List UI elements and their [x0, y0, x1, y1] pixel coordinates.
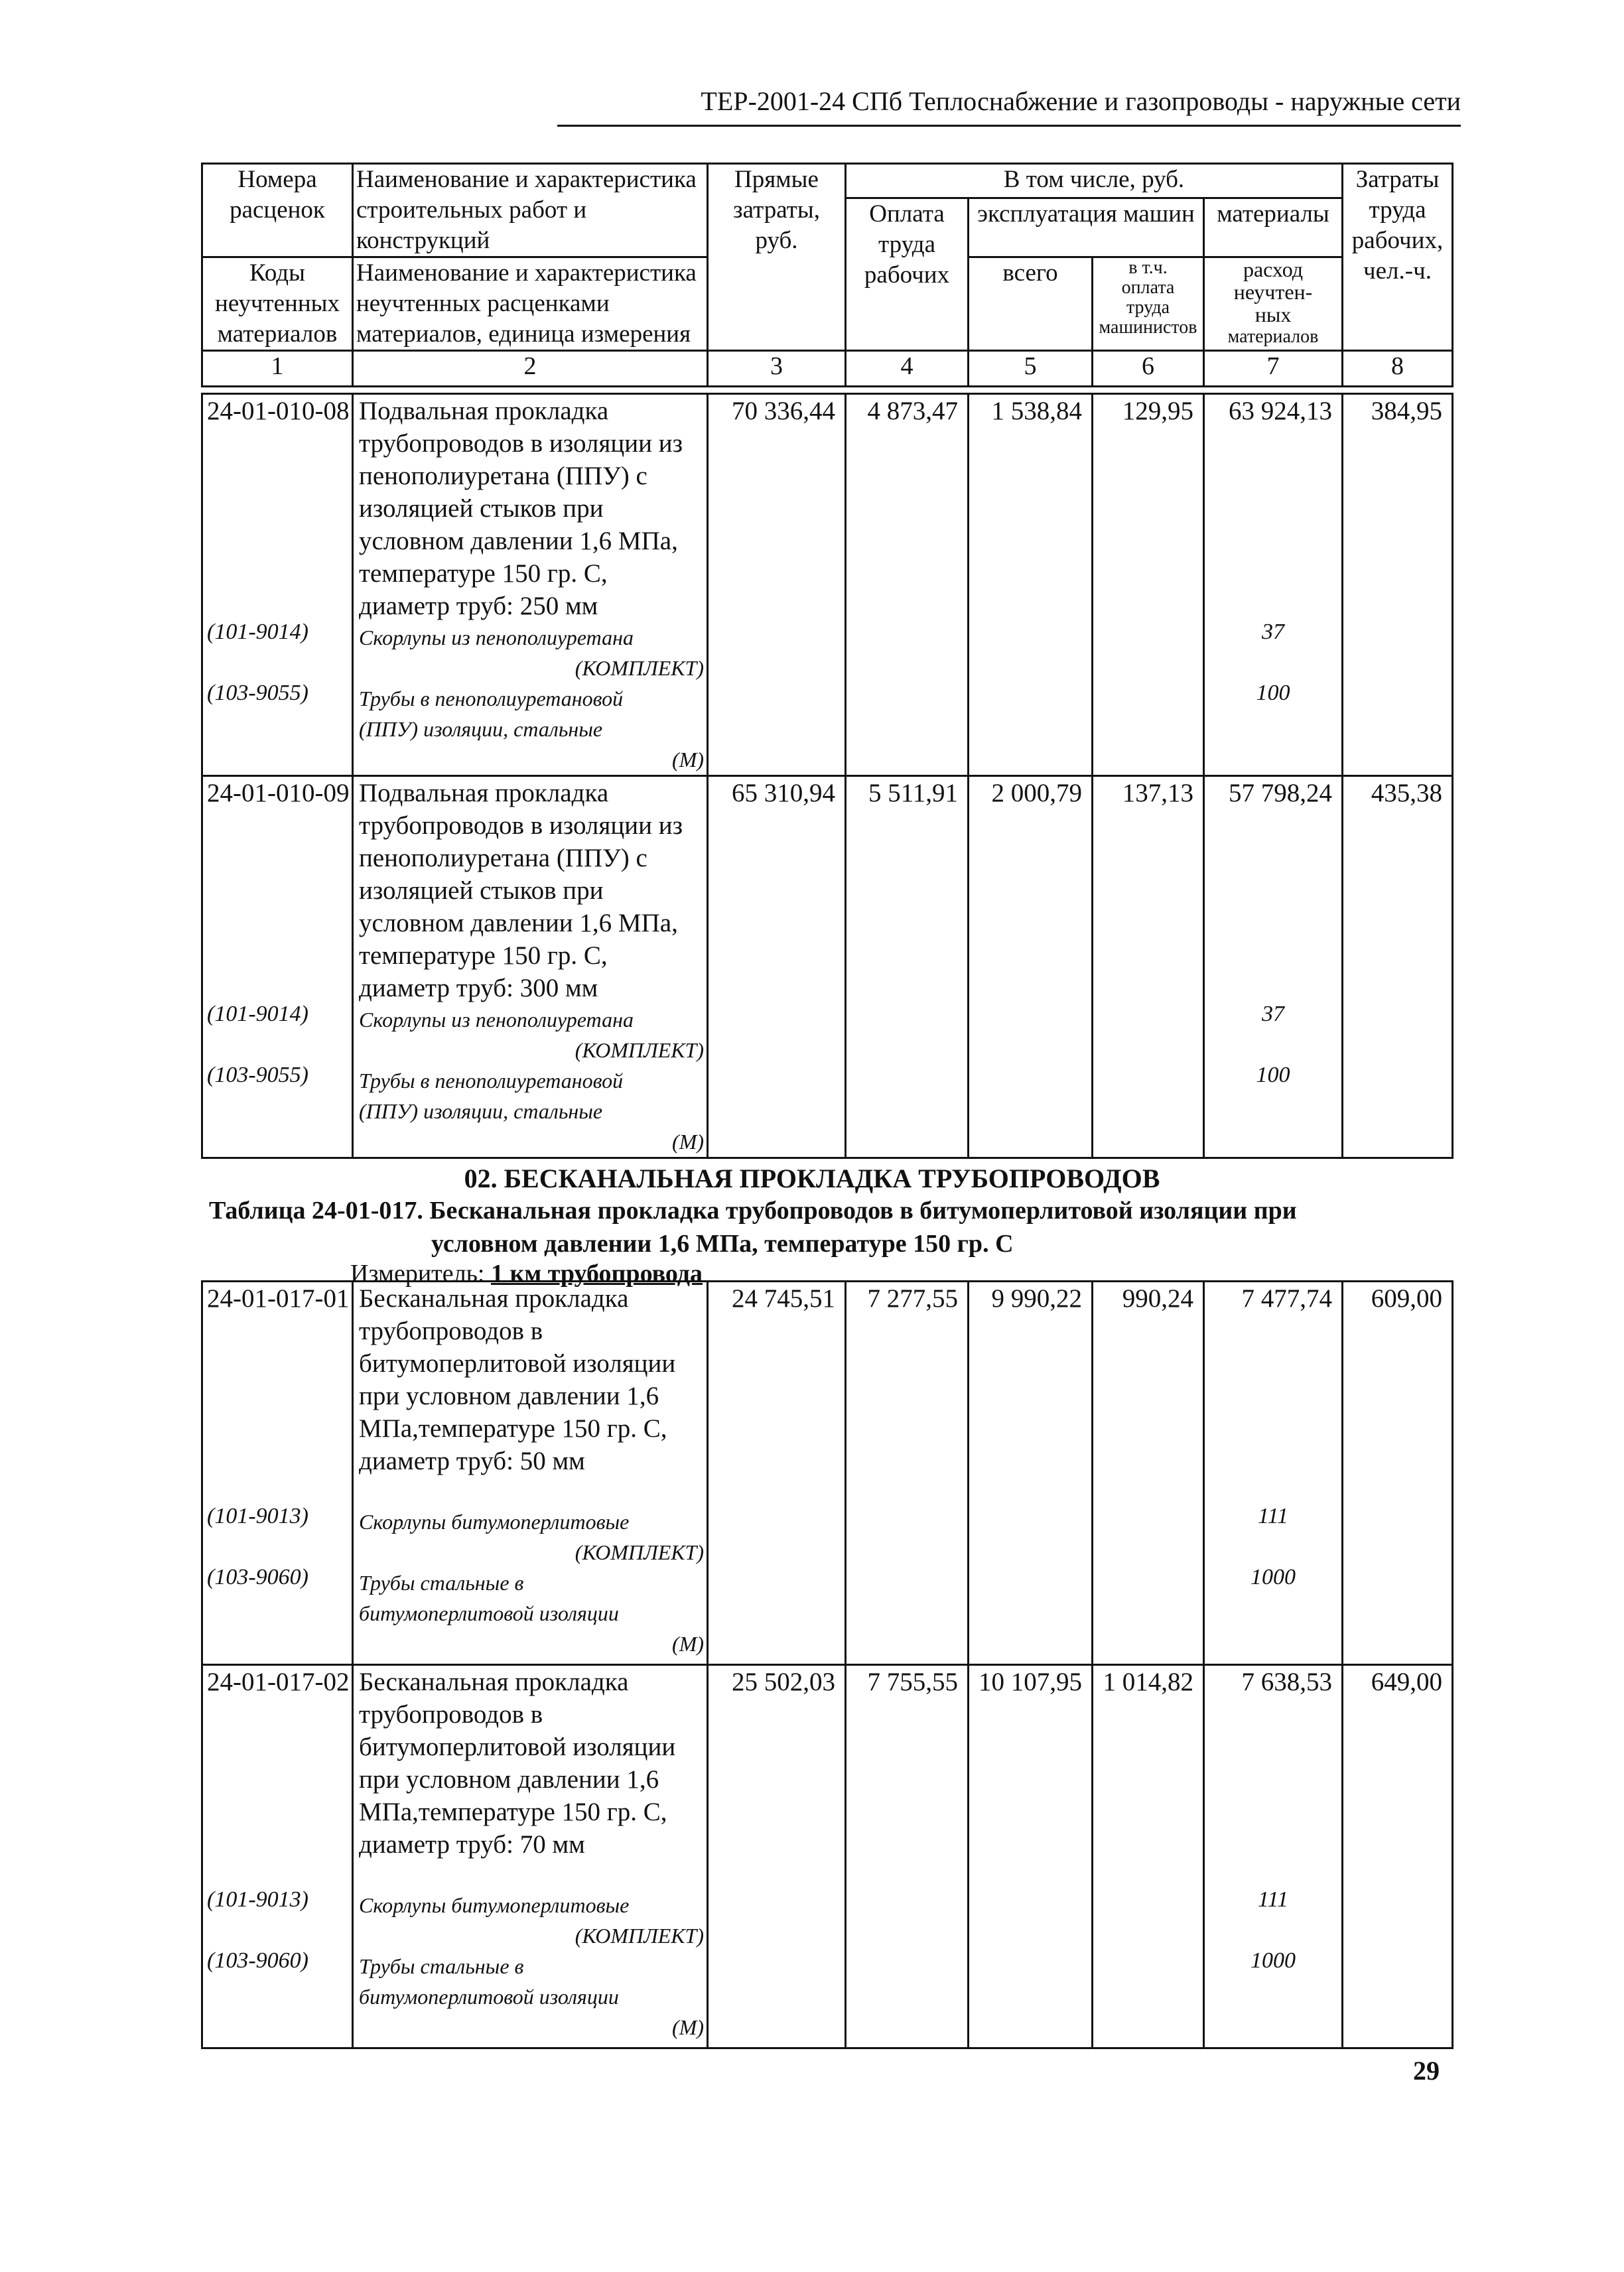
- value-materials: 57 798,24: [1229, 779, 1332, 807]
- header-work-name: Наименование и характеристика строительных работ и конструкций: [353, 164, 708, 257]
- material-name: битумоперлитовой изоляции: [359, 1985, 619, 2009]
- rate-name-line: Подвальная прокладка: [359, 397, 609, 425]
- value-mach: 10 107,95: [969, 1665, 1093, 2048]
- rate-row: [202, 1282, 1453, 1665]
- value-materials: 63 924,13: [1229, 397, 1332, 425]
- material-quantity: 100: [1256, 1063, 1290, 1087]
- header-num-1: 1: [202, 351, 353, 387]
- material-code: (101-9013): [207, 1504, 308, 1528]
- rate-code-cell: [202, 394, 353, 776]
- value-labor: 7 755,55: [846, 1665, 969, 2048]
- rate-name-cell: [353, 1665, 708, 2048]
- rate-code: 24-01-010-09: [207, 779, 350, 807]
- rate-code-cell: [202, 776, 353, 1158]
- value-direct: 65 310,94: [708, 776, 846, 1158]
- material-quantity: 37: [1262, 1002, 1284, 1026]
- value-mach-labor: 990,24: [1093, 1282, 1204, 1665]
- material-name: Трубы в пенополиуретановой: [359, 687, 624, 710]
- value-mach: 2 000,79: [969, 776, 1093, 1158]
- material-unit: (КОМПЛЕКТ): [575, 1038, 704, 1062]
- value-materials-cell: [1204, 394, 1343, 776]
- material-code: (101-9014): [207, 1002, 308, 1026]
- material-name: Скорлупы битумоперлитовые: [359, 1893, 630, 1917]
- value-labor: 5 511,91: [846, 776, 969, 1158]
- material-unit: (КОМПЛЕКТ): [575, 1924, 704, 1948]
- rate-name-line: трубопроводов в: [359, 1317, 543, 1345]
- header-num-4: 4: [846, 351, 969, 387]
- material-unit: (М): [672, 748, 704, 771]
- material-name: Скорлупы из пенополиуретана: [359, 626, 634, 649]
- material-quantity: 111: [1258, 1504, 1288, 1528]
- rates-table-a: [201, 393, 1454, 1159]
- rate-name-line: температуре 150 гр. С,: [359, 559, 608, 588]
- rate-name-line: пенополиуретана (ППУ) с: [359, 844, 647, 872]
- material-quantity: 111: [1258, 1887, 1288, 1912]
- value-hours: 609,00: [1343, 1282, 1453, 1665]
- header-num-8: 8: [1343, 351, 1453, 387]
- material-unit: (М): [672, 1632, 704, 1656]
- rate-name-line: битумоперлитовой изоляции: [359, 1349, 676, 1378]
- material-unit: (М): [672, 1130, 704, 1154]
- rate-name-line: трубопроводов в изоляции из: [359, 429, 683, 458]
- table-title: Таблица 24-01-017. Бесканальная прокладка трубопроводов в битумоперлитовой изоляции при условном давлении 1,6 МПа, температуре 150 гр. С: [209, 1197, 1297, 1258]
- rate-name-line: диаметр труб: 250 мм: [359, 592, 598, 620]
- material-unit: (М): [672, 2015, 704, 2039]
- rate-name-line: при условном давлении 1,6: [359, 1765, 659, 1794]
- rate-name-line: МПа,температуре 150 гр. С,: [359, 1414, 667, 1443]
- rate-code: 24-01-010-08: [207, 397, 350, 425]
- rate-name-line: МПа,температуре 150 гр. С,: [359, 1798, 667, 1826]
- rate-row: [202, 776, 1453, 1158]
- measure-unit: Измеритель: 1 км трубопровода: [350, 1260, 703, 1288]
- header-machines: эксплуатация машин: [969, 198, 1204, 257]
- material-code: (101-9014): [207, 620, 308, 644]
- rate-name-line: трубопроводов в изоляции из: [359, 811, 683, 840]
- header-num-5: 5: [969, 351, 1093, 387]
- material-quantity: 1000: [1251, 1948, 1296, 1973]
- material-code: (103-9055): [207, 1063, 308, 1087]
- rate-row: [202, 1665, 1453, 2048]
- rate-code-cell: [202, 1282, 353, 1665]
- value-mach: 9 990,22: [969, 1282, 1093, 1665]
- value-labor: 7 277,55: [846, 1282, 969, 1665]
- rate-name-cell: [353, 394, 708, 776]
- rate-code-cell: [202, 1665, 353, 2048]
- value-direct: 70 336,44: [708, 394, 846, 776]
- material-name: Скорлупы битумоперлитовые: [359, 1510, 630, 1534]
- page-header-title: ТЕР-2001-24 СПб Теплоснабжение и газопроводы - наружные сети: [701, 86, 1461, 116]
- header-machines-total: всего: [969, 257, 1093, 351]
- rates-table-b: [201, 1280, 1454, 2049]
- value-hours: 384,95: [1343, 394, 1453, 776]
- header-rate-numbers: Номера расценок: [202, 164, 353, 257]
- table-header: [201, 163, 1454, 387]
- value-mach-labor: 137,13: [1093, 776, 1204, 1158]
- section-title: 02. БЕСКАНАЛЬНАЯ ПРОКЛАДКА ТРУБОПРОВОДОВ: [464, 1164, 1160, 1193]
- material-name: (ППУ) изоляции, стальные: [359, 717, 603, 741]
- header-num-7: 7: [1204, 351, 1343, 387]
- header-material-codes: Коды неучтенных материалов: [202, 257, 353, 351]
- page-header: [557, 78, 1461, 127]
- value-hours: 435,38: [1343, 776, 1453, 1158]
- header-worker-pay: Оплата труда рабочих: [846, 198, 969, 351]
- material-quantity: 37: [1262, 620, 1284, 644]
- rate-name-line: трубопроводов в: [359, 1700, 543, 1729]
- material-code: (101-9013): [207, 1887, 308, 1912]
- value-mach: 1 538,84: [969, 394, 1093, 776]
- value-materials-cell: [1204, 1282, 1343, 1665]
- header-unaccounted-materials: расход неучтен- ных материалов: [1204, 257, 1343, 351]
- material-name: Трубы в пенополиуретановой: [359, 1069, 624, 1093]
- rate-name-line: диаметр труб: 300 мм: [359, 974, 598, 1002]
- rate-name-line: условном давлении 1,6 МПа,: [359, 909, 678, 937]
- value-direct: 25 502,03: [708, 1665, 846, 2048]
- rate-name-line: битумоперлитовой изоляции: [359, 1733, 676, 1761]
- rate-name-line: диаметр труб: 50 мм: [359, 1447, 585, 1475]
- rate-name-line: изоляцией стыков при: [359, 494, 604, 523]
- header-labor-hours: Затраты труда рабочих, чел.-ч.: [1343, 164, 1453, 351]
- material-name: Скорлупы из пенополиуретана: [359, 1008, 634, 1032]
- material-code: (103-9055): [207, 681, 308, 705]
- material-name: Трубы стальные в: [359, 1954, 524, 1978]
- rate-name-line: при условном давлении 1,6: [359, 1382, 659, 1410]
- header-num-2: 2: [353, 351, 708, 387]
- rate-code: 24-01-017-01: [207, 1284, 350, 1313]
- value-materials: 7 638,53: [1241, 1668, 1332, 1696]
- material-name: (ППУ) изоляции, стальные: [359, 1099, 603, 1123]
- value-materials-cell: [1204, 1665, 1343, 2048]
- page-number: 29: [1413, 2056, 1440, 2086]
- rate-name-line: Бесканальная прокладка: [359, 1668, 629, 1696]
- value-materials-cell: [1204, 776, 1343, 1158]
- value-materials: 7 477,74: [1241, 1284, 1332, 1313]
- header-direct-costs: Прямые затраты, руб.: [708, 164, 846, 351]
- rate-name-line: пенополиуретана (ППУ) с: [359, 462, 647, 490]
- material-name: битумоперлитовой изоляции: [359, 1601, 619, 1625]
- material-unit: (КОМПЛЕКТ): [575, 1540, 704, 1564]
- rate-code: 24-01-017-02: [207, 1668, 350, 1696]
- header-materials: материалы: [1204, 198, 1343, 257]
- material-quantity: 100: [1256, 681, 1290, 705]
- rate-name-line: условном давлении 1,6 МПа,: [359, 527, 678, 555]
- header-num-3: 3: [708, 351, 846, 387]
- material-name: Трубы стальные в: [359, 1571, 524, 1595]
- value-direct: 24 745,51: [708, 1282, 846, 1665]
- header-machinist-pay: в т.ч. оплата труда машинистов: [1093, 257, 1204, 351]
- header-num-6: 6: [1093, 351, 1204, 387]
- value-labor: 4 873,47: [846, 394, 969, 776]
- material-unit: (КОМПЛЕКТ): [575, 656, 704, 680]
- material-code: (103-9060): [207, 1948, 308, 1973]
- header-including: В том числе, руб.: [846, 164, 1343, 198]
- value-mach-labor: 1 014,82: [1093, 1665, 1204, 2048]
- rate-name-cell: [353, 776, 708, 1158]
- header-material-names: Наименование и характеристика неучтенных расценками материалов, единица измерения: [353, 257, 708, 351]
- rate-name-line: диаметр труб: 70 мм: [359, 1830, 585, 1859]
- value-hours: 649,00: [1343, 1665, 1453, 2048]
- material-quantity: 1000: [1251, 1565, 1296, 1589]
- rate-name-line: Бесканальная прокладка: [359, 1284, 629, 1313]
- rate-name-line: изоляцией стыков при: [359, 876, 604, 905]
- rate-name-cell: [353, 1282, 708, 1665]
- rate-name-line: Подвальная прокладка: [359, 779, 609, 807]
- value-mach-labor: 129,95: [1093, 394, 1204, 776]
- rate-name-line: температуре 150 гр. С,: [359, 941, 608, 970]
- material-code: (103-9060): [207, 1565, 308, 1589]
- rate-row: [202, 394, 1453, 776]
